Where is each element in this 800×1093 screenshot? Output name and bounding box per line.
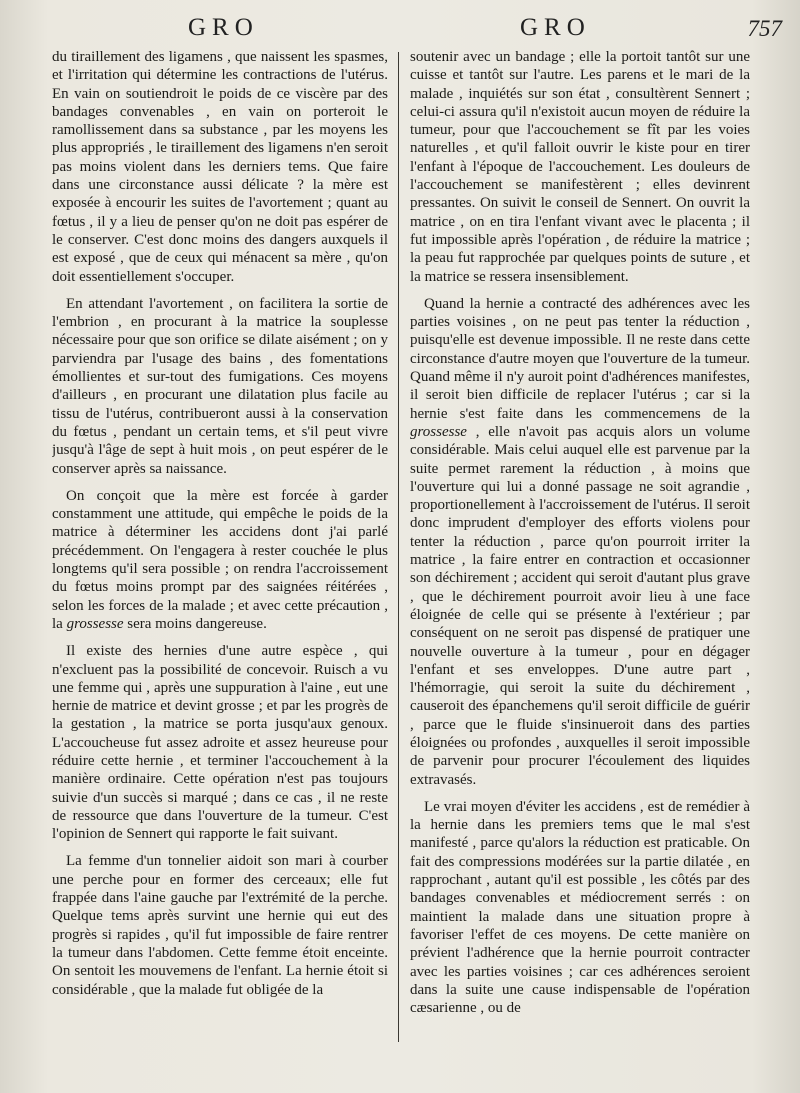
paragraph: On conçoit que la mère est forcée à garder constamment une attitude, qui empêche le poids de la matrice à déterminer les accidens dont j'ai parlé précédemment. On l'engagera à rester couchée le plus longtems qu'il sera possible ; on rendra l'accroissement du fœtus moins prompt par des saignées réitérées , selon les forces de la malade ; et avec cette précaution , la grossesse sera moins dangereuse. (52, 487, 388, 632)
right-column (410, 48, 750, 1073)
running-head-right: GRO (520, 14, 591, 41)
column-divider (398, 52, 399, 1042)
italic-term: grossesse (410, 423, 467, 440)
running-head-left: GRO (188, 14, 259, 41)
paragraph: Il existe des hernies d'une autre espèce , qui n'excluent pas la possibilité de concevoir. Ruisch a vu une femme qui , après une suppuration à l'aine , eut une hernie de matrice et devint grosse ; et par les progrès de la gestation , la matrice se porta jusqu'aux genoux. L'accoucheuse fut assez adroite et assez heureuse pour réduire cette hernie , et terminer l'accouchement à la manière ordinaire. Cette opération n'est pas toujours suivie d'un succès si marqué ; dans ce cas , il ne reste de ressource que dans l'ouverture de la tumeur. C'est l'opinion de Sennert qui rapporte le fait suivant. (52, 643, 388, 843)
paragraph: En attendant l'avortement , on facilitera la sortie de l'embrion , en procurant à la matrice la souplesse nécessaire pour que son orifice se dilate aisément ; on y parviendra par l'usage des bains , des fomentations émollientes et sur-tout des fumigations. Ces moyens d'ailleurs , en procurant une dilatation plus facile au tissu de l'utérus, contribueront aussi à la conservation du fœtus , pendant un certain tems, et s'il peut vivre jusqu'à l'âge de sept à huit mois , on peut espérer de le conserver après sa naissance. (52, 295, 388, 477)
paragraph: Le vrai moyen d'éviter les accidens , est de remédier à la hernie dans les premiers tems que le mal s'est manifesté , parce qu'alors la réduction est praticable. On fait des compressions modérées sur la partie dilatée , en rapprochant , autant qu'il est possible , les côtés par des bandages convenables et médiocrement serrés : on maintient la malade dans une situation propre à favoriser l'effet de ces moyens. De cette manière on prévient l'adhérence que la hernie pourroit contracter avec les parties voisines ; car ces adhérences seroient dans la suite une cause indispensable de l'opération cæsarienne , ou de (410, 798, 750, 1017)
paragraph: La femme d'un tonnelier aidoit son mari à courber une perche pour en former des cerceaux; elle fut frappée dans l'aine gauche par l'extrémité de la perche. Quelque tems après survint une hernie qui eut des progrès si rapides , qu'il fut impossible de faire rentrer la tumeur dans l'abdomen. Cette femme étoit enceinte. On sentoit les mouvemens de l'enfant. La hernie étoit si considérable , que la malade fut obligée de la (52, 853, 388, 998)
page-number: 757 (747, 16, 782, 41)
paragraph: soutenir avec un bandage ; elle la portoit tantôt sur une cuisse et tantôt sur l'autre. Les parens et le mari de la malade , inquiétés sur son état , consultèrent Sennert ; celui-ci assura qu'il n'existoit aucun moyen de réduire la tumeur, pour que l'accouchement se fît par les voies naturelles , et qu'il falloit ouvrir le kiste pour en tirer l'enfant à l'époque de l'accouchement. Les douleurs de l'accouchement se manifestèrent ; elles devinrent pressantes. On suivit le conseil de Sennert. On ouvrit la matrice , on en tira l'enfant vivant avec le placenta ; il fut impossible après l'opération , de réduire la matrice ; la peau fut rapprochée par quelques points de suture , et la matrice se ressera insensiblement. (410, 49, 750, 285)
left-column (52, 48, 388, 1073)
running-header (0, 14, 800, 48)
italic-term: grossesse (66, 615, 124, 632)
paragraph: Quand la hernie a contracté des adhérences avec les parties voisines , on ne peut pas tenter la réduction , puisqu'elle est devenue impossible. Il ne reste dans cette circonstance d'autre moyen que l'ouverture de la tumeur. Quand même il n'y auroit point d'adhérences manifestes, il seroit bien difficile de replacer l'utérus ; car si la hernie s'est faite dans les commencemens de la grossesse , elle n'avoit pas acquis alors un volume considérable. Mais celui auquel elle est parvenue par la suite permet rarement la réduction , à moins que l'ouverture qui lui a donné passage ne soit agrandie , proportionellement à l'accroissement de l'utérus. Il seroit donc imprudent d'employer des efforts violens pour tenter la réduction , parce qu'on pourroit irriter la matrice , la faire entrer en contraction et occasionner son déchirement ; accident qui seroit d'autant plus grave , que le déchirement pourroit avoir lieu à une face éloignée de celle qui se présente à l'extérieur ; par conséquent on ne seroit pas dispensé de pratiquer une nouvelle ouverture à la tumeur , pour en dégager l'enfant et ses enveloppes. D'une autre part , l'hémorragie, qui seroit la suite du déchirement , causeroit des épanchemens qu'il seroit difficile de guérir , parce que le fluide s'insinueroit dans des parties éloignées ou profondes , auxquelles il seroit impossible de parvenir pour procurer l'écoulement des liquides extravasés. (410, 295, 750, 788)
paragraph: du tiraillement des ligamens , que naissent les spasmes, et l'irritation qui détermine les contractions de l'utérus. En vain on soutiendroit le poids de ce viscère par des bandages convenables , en vain on porteroit le ramollissement dans sa substance , par les moyens les plus appropriés , le tiraillement des ligamens n'en seroit pas moins violent dans les derniers tems. Que faire dans une circonstance aussi délicate ? la mère est exposée à encourir les suites de l'avortement ; quant au fœtus , il y a lieu de penser qu'on ne doit pas espérer de le conserver. C'est donc moins des dangers auxquels il est exposé , que de ceux qui ménacent sa mère , qu'on doit essentiellement s'occuper. (52, 49, 388, 285)
